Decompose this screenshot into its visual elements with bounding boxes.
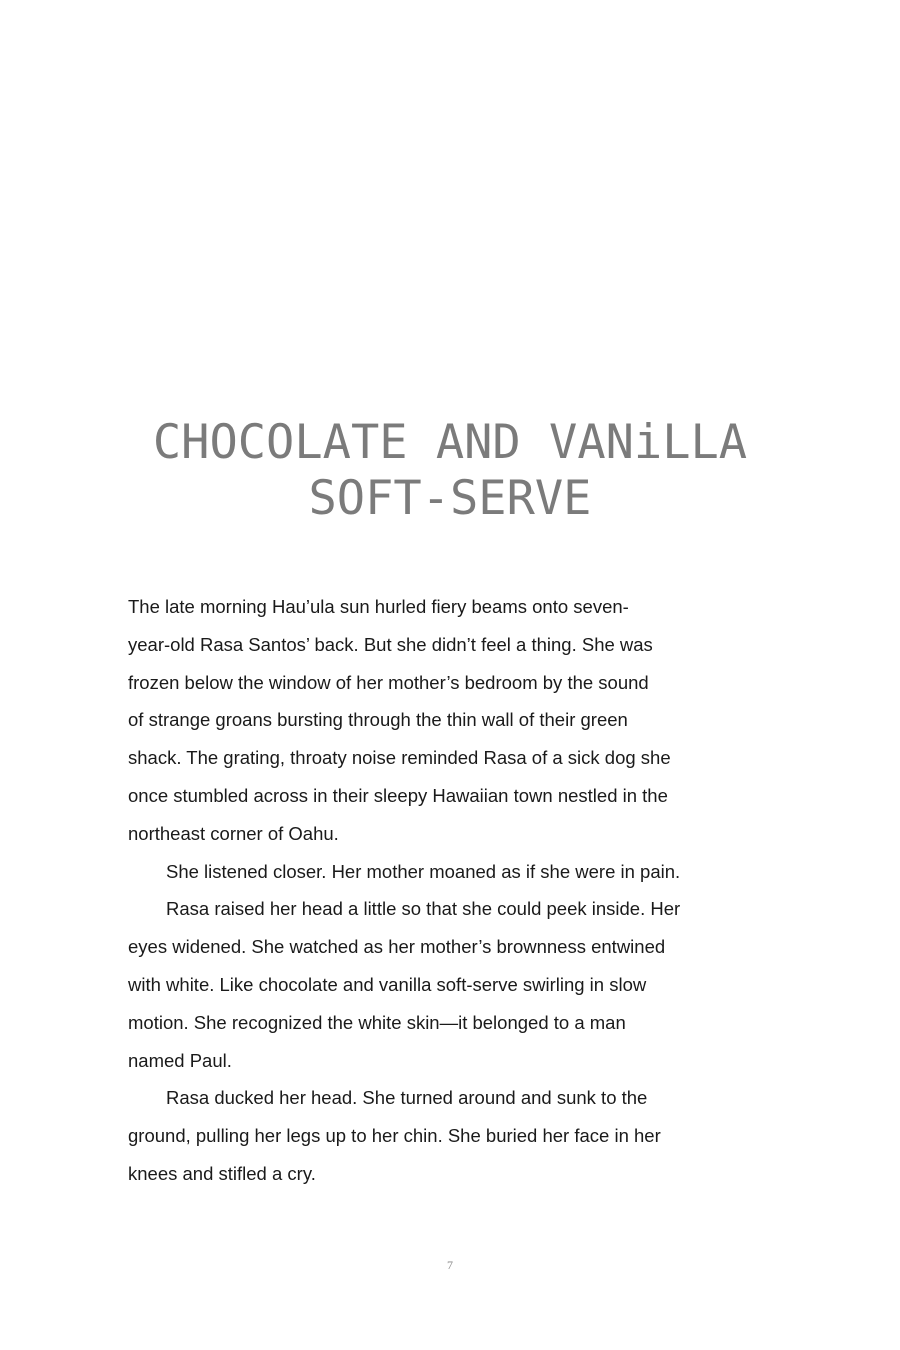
body-line: shack. The grating, throaty noise reminded Rasa of a sick dog she [128,747,671,769]
body-line: named Paul. [128,1049,232,1071]
page-number: 7 [447,1258,453,1272]
chapter-body [128,588,768,1193]
body-line: eyes widened. She watched as her mother’s brownness entwined [128,936,666,958]
body-line: year-old Rasa Santos’ back. But she didn’t feel a thing. She was [128,633,653,655]
body-line: ground, pulling her legs up to her chin. She buried her face in her [128,1125,661,1147]
body-line-indented: Rasa raised her head a little so that she could peek inside. Her [166,898,681,920]
body-line: The late morning Hau’ula sun hurled fiery beams onto seven- [128,596,629,617]
chapter-title [0,415,900,527]
chapter-title-line-2: SOFT-SERVE [308,471,592,526]
body-line: frozen below the window of her mother’s bedroom by the sound [128,671,649,693]
body-line: motion. She recognized the white skin—it belonged to a man [128,1011,626,1033]
body-line-indented: Rasa ducked her head. She turned around and sunk to the [166,1087,648,1109]
body-line: once stumbled across in their sleepy Hawaiian town nestled in the [128,784,668,806]
body-line: northeast corner of Oahu. [128,822,339,844]
body-line: of strange groans bursting through the thin wall of their green [128,709,628,731]
body-line: with white. Like chocolate and vanilla soft-serve swirling in slow [128,973,647,995]
body-line: knees and stifled a cry. [128,1162,316,1184]
body-line-indented: She listened closer. Her mother moaned as if she were in pain. [166,860,681,882]
chapter-title-line-1: CHOCOLATE AND VANiLLA [152,415,748,470]
